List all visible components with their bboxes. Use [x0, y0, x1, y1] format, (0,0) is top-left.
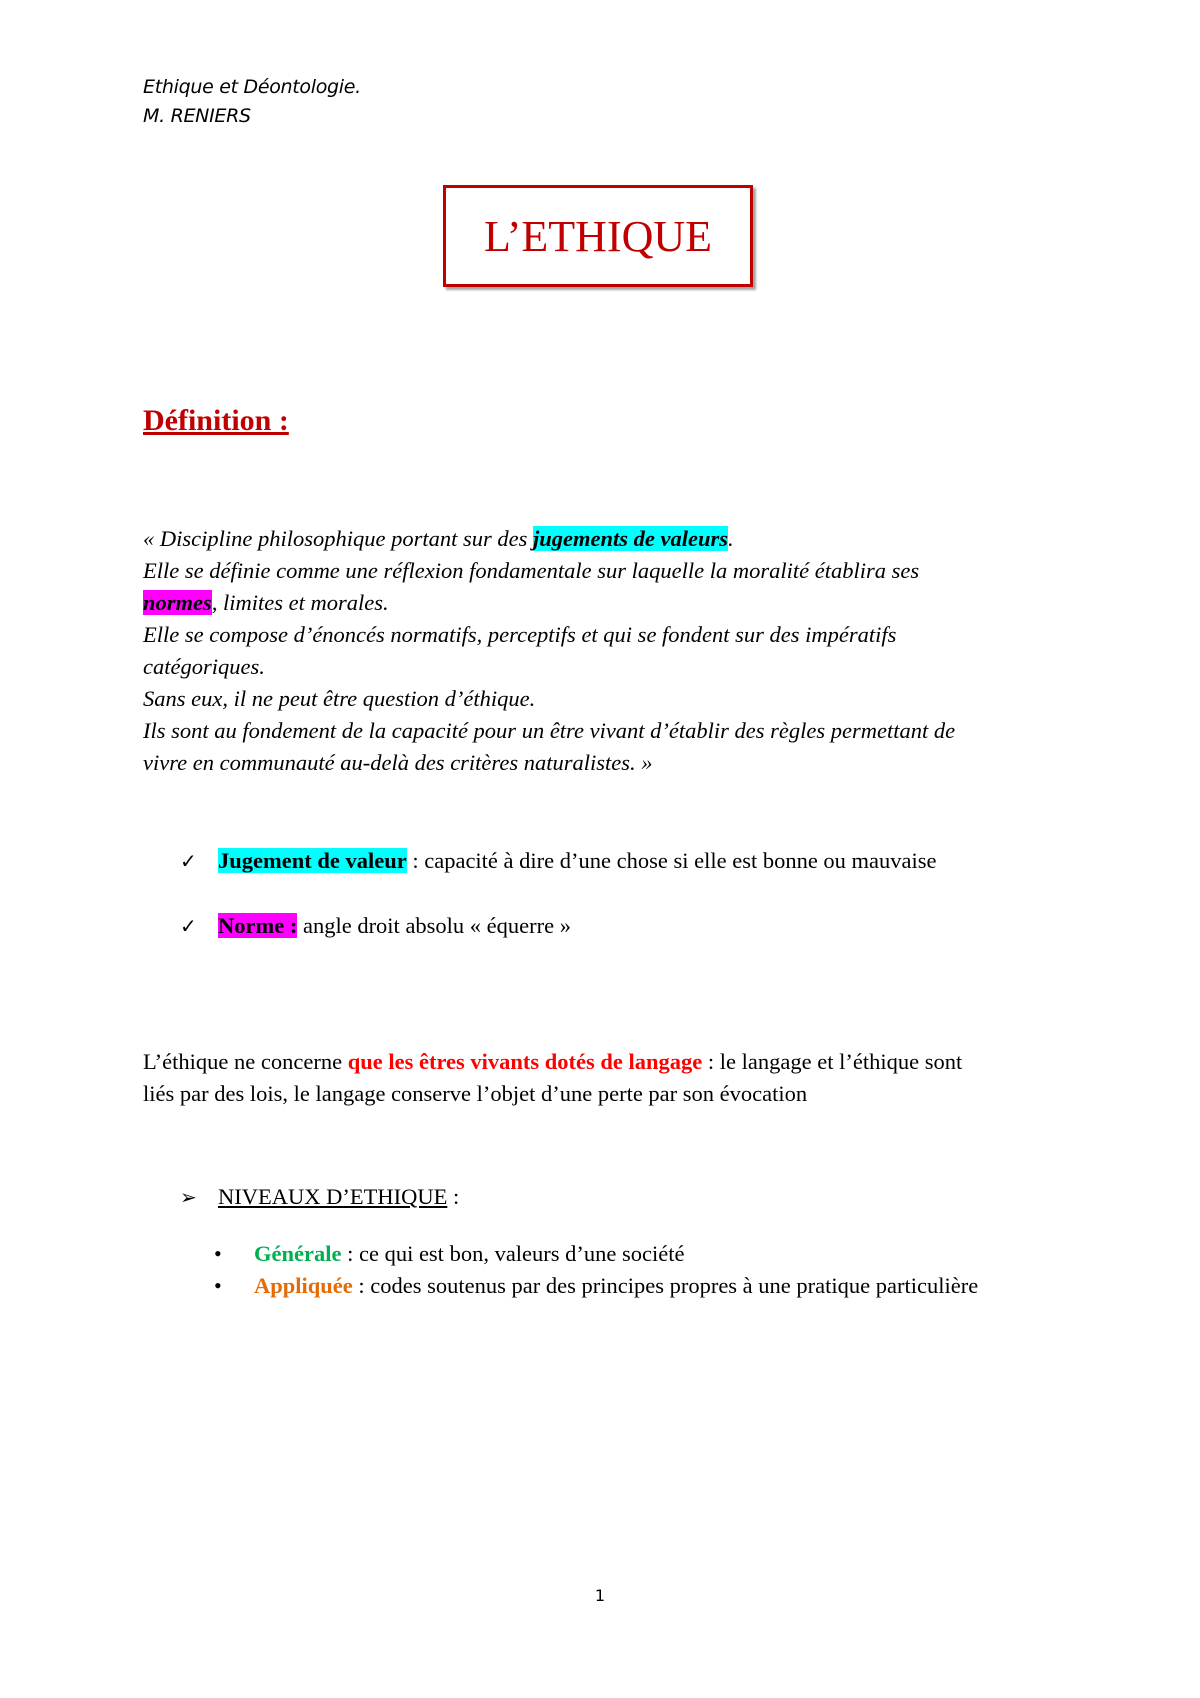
niveau-item-generale: [214, 1241, 684, 1267]
title-box: [443, 185, 753, 287]
check-item-jugement: [180, 848, 937, 874]
quote-text: « Discipline philosophique portant sur des: [143, 526, 533, 551]
niveau-text: : codes soutenus par des principes propres à une pratique particulière: [352, 1273, 979, 1298]
quote-line-7: Ils sont au fondement de la capacité pour un être vivant d’établir des règles permettant de: [143, 718, 956, 743]
niveaux-heading: NIVEAUX D’ETHIQUE: [218, 1184, 448, 1209]
quote-line-3: [143, 590, 389, 616]
niveau-term: Générale: [254, 1241, 342, 1266]
check-text: angle droit absolu « équerre »: [297, 913, 572, 938]
page-title: L’ETHIQUE: [483, 211, 713, 261]
check-icon: ✓: [180, 914, 197, 938]
paragraph-line-2: liés par des lois, le langage conserve l’objet d’une perte par son évocation: [143, 1081, 808, 1106]
bullet-icon: •: [214, 1273, 222, 1298]
niveau-term: Appliquée: [254, 1273, 353, 1298]
check-icon: ✓: [180, 849, 197, 873]
quote-text: .: [728, 526, 734, 551]
check-text: : capacité à dire d’une chose si elle est bonne ou mauvaise: [406, 848, 937, 873]
paragraph-line-1: [143, 1049, 962, 1075]
check-term: Jugement de valeur: [218, 848, 407, 873]
paragraph-text: : le langage et l’éthique sont: [702, 1049, 963, 1074]
quote-line-6: Sans eux, il ne peut être question d’éthique.: [143, 686, 536, 711]
page-number: 1: [594, 1586, 606, 1605]
arrow-bullet-icon: ➢: [180, 1185, 197, 1209]
quote-line-5: catégoriques.: [143, 654, 265, 679]
header-author: M. RENIERS: [143, 105, 251, 127]
highlight-jugements: jugements de valeurs: [533, 526, 728, 551]
bullet-icon: •: [214, 1241, 222, 1266]
paragraph-emphasis: que les êtres vivants dotés de langage: [347, 1049, 703, 1074]
niveau-item-appliquee: [214, 1273, 978, 1299]
header-course: Ethique et Déontologie.: [143, 76, 361, 98]
quote-line-1: [143, 526, 734, 552]
niveaux-heading-row: [180, 1184, 459, 1210]
highlight-normes: normes: [143, 590, 212, 615]
niveau-text: : ce qui est bon, valeurs d’une société: [341, 1241, 685, 1266]
paragraph-text: L’éthique ne concerne: [143, 1049, 348, 1074]
quote-line-2: Elle se définie comme une réflexion fondamentale sur laquelle la moralité établira ses: [143, 558, 920, 583]
quote-line-4: Elle se compose d’énoncés normatifs, perceptifs et qui se fondent sur des impératifs: [143, 622, 897, 647]
check-item-norme: [180, 913, 571, 939]
quote-line-8: vivre en communauté au-delà des critères naturalistes. »: [143, 750, 653, 775]
definition-heading: Définition :: [143, 404, 289, 437]
niveaux-colon: :: [447, 1184, 460, 1209]
check-term: Norme :: [218, 913, 298, 938]
quote-text: , limites et morales.: [211, 590, 389, 615]
